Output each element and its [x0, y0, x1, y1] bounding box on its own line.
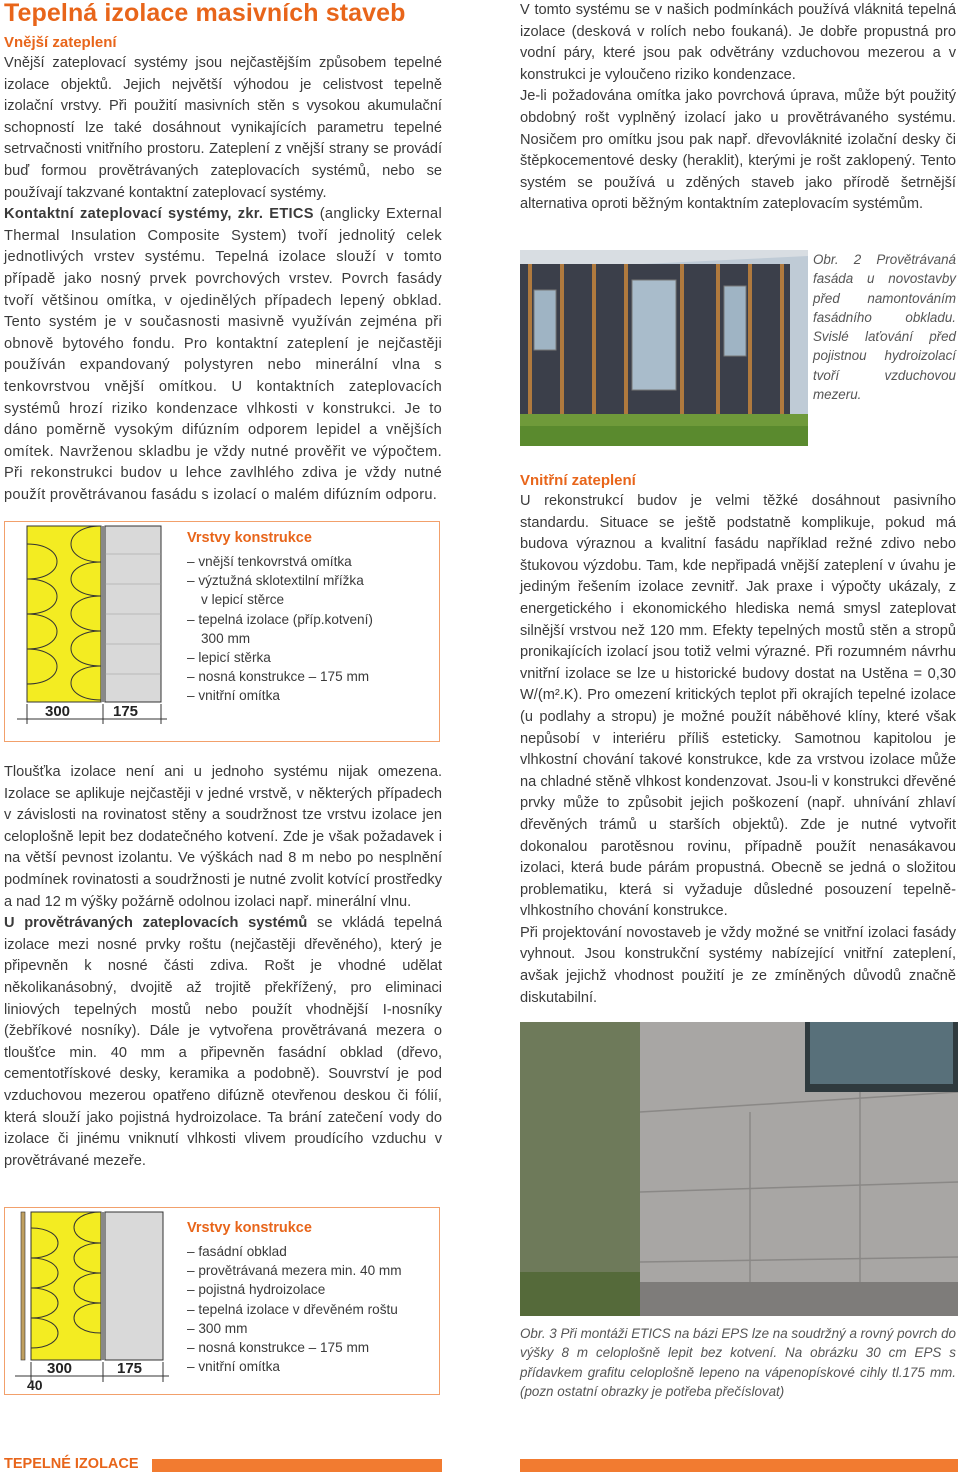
dim-300: 300 — [45, 703, 71, 720]
etics-text: (anglicky External Thermal Insulation Composite System) tvoří jednolitý celek jednotlivých vrstev systému. Tepelná izolace slouží v tomto případě jako nosný prvek povrchových vrstev. Povrch fasády tvoří většinou omítka, v ojedinělých případech lepený obklad. Tento systém je v současnosti masivně využíván zejména při obnově bytového fondu. Pro kontaktní zateplení je nejčastěji používán expandovaný polystyren nebo minerální vlna s tenkovrstvou vnější omítkou. U kontaktních zateplovacích systémů hrozí riziko kondenzace vlhkosti v konstrukci. Je to dáno poměrně vysokým difúzním odporem lepidel a vnějších omítek. Navrženou skladbu je vždy nutné prověřit ve výpočtem. Při rekonstrukci budov u lehce zavlhlého zdiva je vždy nutné použít provětrávanou fasádu s izolací o malém difúzním odporu. — [4, 206, 442, 503]
etics-heading: Kontaktní zateplovací systémy, zkr. ETICS — [4, 206, 314, 223]
heading-inner: Vnitřní zateplení — [520, 472, 636, 489]
left-column-lower — [4, 762, 442, 1172]
layer-item: – vnější tenkovrstvá omítka — [187, 554, 352, 569]
layer-item: v lepicí stěrce — [201, 592, 285, 608]
layer-item: – fasádní obklad — [187, 1244, 287, 1259]
dim-175: 175 — [117, 1360, 143, 1377]
ventilated-section-diagram — [7, 1210, 182, 1392]
layer-item: – nosná konstrukce – 175 mm — [187, 669, 370, 685]
layer-item: – výztužná sklotextilní mřížka — [187, 573, 364, 589]
facade-photo — [520, 250, 808, 446]
paragraph-render: Je-li požadována omítka jako povrchová úprava, může být použitý obdobný rošt vyplněný izolací jako u provětrávaného systému. Nosičem pro omítku jsou pak např. dřevovláknité izolační desky či štěpkocementové desky (heraklit), kterými je rošt zaklopený. Tento systém se používá u zděných staveb jako přírodě šetrnější alternativa oproti běžným kontaktním zateplovacím systémům. — [520, 88, 956, 213]
footer-bar-right — [520, 1459, 958, 1472]
layer-item: – tepelná izolace (příp.kotvení) — [187, 611, 373, 627]
footer-label: TEPELNÉ IZOLACE — [4, 1456, 139, 1472]
right-column — [520, 0, 956, 216]
insulation-layer — [31, 1212, 101, 1360]
layers-box-etics — [4, 521, 440, 742]
layer-item: 300 mm — [201, 630, 251, 646]
layers-title: Vrstvy konstrukce — [187, 1220, 312, 1236]
layer-item: – vnitřní omítka — [187, 688, 280, 704]
paragraph-etics — [4, 204, 442, 506]
ventilated-text: se vkládá tepelná izolace mezi nosné prvky roštu (nejčastěji dřevěného), který je připevněn k nosné části zdiva. Rošt je vhodné udělat několikanásobný, dvojitě až trojitě překřížený, pro eliminaci liniových tepelných mostů nebo použít vhodnější I-nosníky (žebříkové nosníky). Dále je vytvořena provětrávaná mezera o tloušťce min. 40 mm a připevněn fasádní obklad (dřevo, cementotřískové desky, keramika a podobně). Souvrství je pod vzduchovou mezerou opatřeno difúzně otevřenou deskou či fólií, která slouží jako pojistná hydroizolace. Ta brání zatečení vody do izolace či jinému vniknutí vlhkosti vlivem proudícího vzduchu v provětrávané mezeře. — [4, 915, 442, 1169]
caption-photo-2: Obr. 2 Provětrávaná fasáda u novostavby před namontováním fasádního obkladu. Svislé laťování před pojistnou hydroizolací tvoří vzduchovou mezeru. — [813, 252, 956, 403]
ventilated-heading: U provětrávaných zateplovacích systémů — [4, 915, 308, 932]
layer-item: – tepelná izolace v dřevěném roštu — [187, 1301, 398, 1317]
paragraph-ventilated — [4, 913, 442, 1172]
paragraph-thickness: Tloušťka izolace není ani u jednoho systému nijak omezena. Izolace se aplikuje nejčastěji v jedné vrstvě, v některých případech v závislosti na rovinatost stěny a soudržnost tze vrstvu izolace jen celoplošně lepit bez dodatečného kotvení. Zde je však požadavek i na větší pevnost izolantu. Ve výškách nad 8 m nebo po nesplnění podmínek rovinatosti a soudržnosti je nutné zvolit kotvící prostředky a nad 12 m výšky požárně odolnou izolaci např. minerální vlnu. — [4, 764, 442, 910]
layer-item: – provětrávaná mezera min. 40 mm — [187, 1263, 402, 1279]
dim-40: 40 — [27, 1377, 43, 1392]
left-column — [4, 0, 442, 506]
caption-photo-3: Obr. 3 Při montáži ETICS na bázi EPS lze na soudržný a rovný povrch do výšky 8 m celoplošně lepit bez kotvení. Na obrázku 30 cm EPS s přídavkem grafitu celoplošně lepeno na vápenopískové cihly tl.175 mm. (pozn ostatní obrazky je potřeba přečíslovat) — [520, 1326, 956, 1399]
layers-box-ventilated — [4, 1207, 440, 1395]
heading-outer: Vnější zateplení — [4, 34, 117, 51]
right-column-lower — [520, 470, 956, 1009]
layer-item: – nosná konstrukce – 175 mm — [187, 1340, 370, 1356]
dim-300: 300 — [47, 1360, 73, 1377]
insulation-layer — [27, 526, 101, 702]
paragraph-inner-1: U rekonstrukcí budov je velmi těžké dosáhnout pasivního standardu. Situace se ještě podstatně komplikuje, pokud má budova výraznou a kvalitní fasádu například režné zdivo nebo štukovou výzdobu. Tam, kde nepřipadá vnější zateplení v úvahu je jediným řešením izolace zevnitř. Jak praxe i výpočty ukázaly, z energetického i ekonomického hlediska nemá smysl zateplovat silnější vrstvou než 120 mm. Efekty tepelných mostů stěn a stropů pronikajících izolací jsou totiž velmi výrazné. Při rozumném návrhu vnitřní izolace se lze u historické budovy dostat na Ustěna = 0,30 W/(m².K). Pro omezení kritických teplot při okrajích tepelné izolace (u podlahy a stropu) je možné použít náběhové klíny, které však nepůsobí v interiéru příliš esteticky. Samotnou kapitolou je vlhkostní chování takové konstrukce, kde za vrstvou izolace může na chladné stěně vlhkost kondenzovat. Jsou-li v konstrukci dřevěné prvky může to způsobit jejich poškození (např. uhnívání zhlaví dřevěných trámů u starších objektů). Zde je nutné vytvořit dokonalou parotěsnou rovinu, případně použít nenasákavou izolaci, která bude párám propustná. Obecně se jedná o složitou problematiku, která si vyžaduje důsledné posouzení tepelně-vlhkostního chování konstrukce. — [520, 493, 956, 920]
footer-bar-left — [152, 1459, 442, 1472]
masonry-layer — [105, 1212, 163, 1360]
layers-title: Vrstvy konstrukce — [187, 530, 312, 546]
dim-175: 175 — [113, 703, 139, 720]
eps-wall-photo — [520, 1022, 958, 1316]
layer-item: – 300 mm — [187, 1320, 248, 1336]
paragraph-fibrous: V tomto systému se v našich podmínkách používá vláknitá tepelná izolace (desková v rolích nebo foukaná). Je dobře propustná pro vodní páry, které jsou pak odvětrány vzduchovou mezerou a v konstrukci je vyloučeno riziko kondenzace. — [520, 2, 956, 83]
layer-item: – pojistná hydroizolace — [187, 1282, 326, 1298]
paragraph-inner-2: Při projektování novostaveb je vždy možné se vnitřní izolaci fasády vyhnout. Jsou konstrukční systémy nabízející vnitřní zateplení, avšak jejichž vhodnost použití je ze zmíněných důvodů značně diskutabilní. — [520, 924, 956, 1006]
layer-item: – lepicí stěrka — [187, 650, 271, 666]
layer-item: – vnitřní omítka — [187, 1359, 280, 1375]
paragraph-outer-intro: Vnější zateplovací systémy jsou nejčastějším způsobem tepelné izolace objektů. Jejich největší výhodou je celistvost tepelně izolační vrstvy. Při použití masivních stěn s vysokou akumulační schopností lze také dosáhnout vynikajících parametru tepelné setrvačnosti vnitřního prostoru. Zateplení z vnější strany se provádí buď formou provětrávaných zateplovacích systémů, nebo se používají takzvané kontaktní zateplovací systémy. — [4, 55, 442, 201]
page-title: Tepelná izolace masivních staveb — [4, 0, 406, 27]
etics-section-diagram — [7, 524, 182, 739]
